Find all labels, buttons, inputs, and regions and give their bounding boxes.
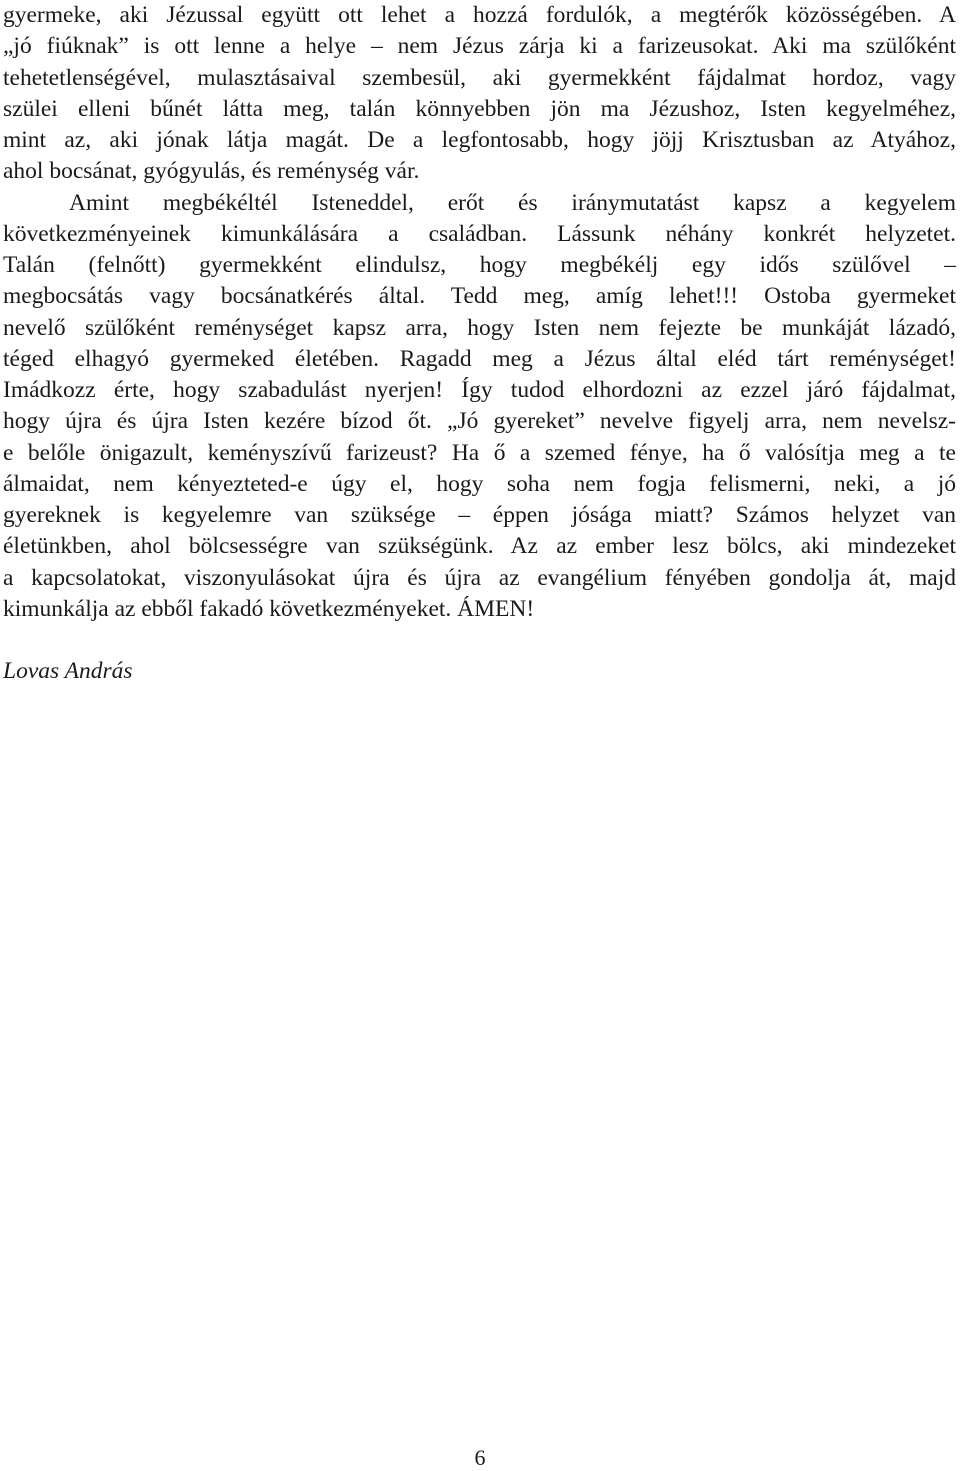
text-line: ahol bocsánat, gyógyulás, és reménység vár.	[3, 158, 420, 185]
text-line: a kapcsolatokat, viszonyulásokat újra és újra az evangélium fényében gondolja át, majd	[3, 564, 956, 591]
paragraph-2	[3, 188, 956, 626]
text-line: Talán (felnőtt) gyermekként elindulsz, hogy megbékélj egy idős szülővel –	[3, 252, 956, 278]
text-line: e belőle önigazult, keményszívű farizeust? Ha ő a szemed fénye, ha ő valósítja meg a te	[3, 439, 956, 466]
page-number: 6	[474, 1445, 486, 1470]
text-line: kimunkálja az ebből fakadó következményeket. ÁMEN!	[3, 595, 535, 622]
text-line: hogy újra és újra Isten kezére bízod őt. „Jó gyereket” nevelve figyelj arra, nem nevelsz-	[3, 408, 956, 435]
text-line: gyermeke, aki Jézussal együtt ott lehet a hozzá fordulók, a megtérők közösségében. A	[3, 2, 956, 28]
text-line: megbocsátás vagy bocsánatkérés által. Tedd meg, amíg lehet!!! Ostoba gyermeket	[3, 283, 956, 310]
text-line: téged elhagyó gyermeked életében. Ragadd meg a Jézus által eléd tárt reménységet!	[3, 345, 956, 372]
body-text	[3, 0, 956, 625]
text-line: álmaidat, nem kényezteted-e úgy el, hogy soha nem fogja felismerni, neki, a jó	[3, 470, 956, 497]
text-line: tehetetlenségével, mulasztásaival szembesül, aki gyermekként fájdalmat hordoz, vagy	[3, 64, 956, 91]
paragraph-1	[3, 0, 956, 188]
text-line: gyereknek is kegyelemre van szüksége – éppen jósága miatt? Számos helyzet van	[3, 502, 956, 528]
author-signature: Lovas András	[3, 658, 133, 684]
text-line: Amint megbékéltél Isteneddel, erőt és iránymutatást kapsz a kegyelem	[69, 189, 956, 216]
text-line: nevelő szülőként reménységet kapsz arra, hogy Isten nem fejezte be munkáját lázadó,	[3, 314, 956, 341]
text-line: mint az, aki jónak látja magát. De a legfontosabb, hogy jöjj Krisztusban az Atyához,	[3, 127, 956, 153]
text-line: életünkben, ahol bölcsességre van szükségünk. Az az ember lesz bölcs, aki mindezeket	[3, 533, 956, 560]
text-line: következményeinek kimunkálására a családban. Lássunk néhány konkrét helyzetet.	[3, 220, 956, 247]
text-line: Imádkozz érte, hogy szabadulást nyerjen! Így tudod elhordozni az ezzel járó fájdalmat,	[3, 377, 956, 403]
text-line: szülei elleni bűnét látta meg, talán könnyebben jön ma Jézushoz, Isten kegyelméhez,	[3, 95, 956, 122]
text-line: „jó fiúknak” is ott lenne a helye – nem Jézus zárja ki a farizeusokat. Aki ma szülőként	[3, 33, 956, 60]
